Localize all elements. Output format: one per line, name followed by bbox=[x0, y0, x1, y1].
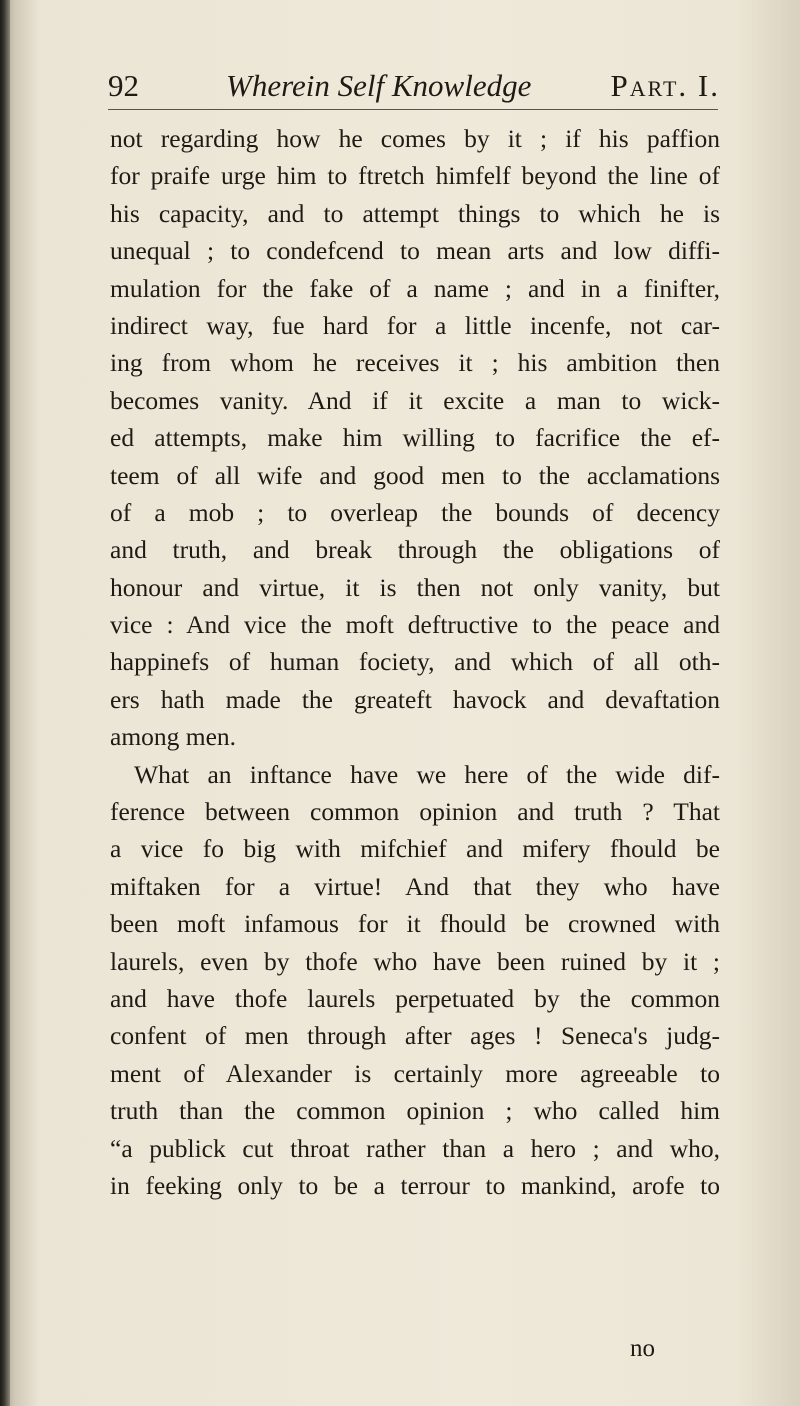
text-line-4: unequal ; to condefcend to mean arts and low diffi- bbox=[110, 236, 720, 266]
text-line-9: ed attempts, make him willing to facrifice the ef- bbox=[110, 423, 720, 453]
part-label: Part. I. bbox=[610, 68, 720, 103]
text-line-14: vice : And vice the moft deftructive to the peace and bbox=[110, 610, 720, 640]
text-line-23: laurels, even by thofe who have been ruined by it ; bbox=[110, 946, 720, 976]
text-line-15: happinefs of human fociety, and which of all oth- bbox=[110, 647, 720, 677]
text-line-22: been moft infamous for it fhould be crowned with bbox=[110, 909, 720, 939]
text-line-21: miftaken for a virtue! And that they who have bbox=[110, 871, 720, 901]
text-line-24: and have thofe laurels perpetuated by the common bbox=[110, 983, 720, 1013]
text-line-18: What an inftance have we here of the wide dif- bbox=[134, 759, 720, 789]
text-line-13: honour and virtue, it is then not only vanity, but bbox=[110, 572, 720, 602]
catchword: no bbox=[630, 1335, 655, 1362]
text-line-3: his capacity, and to attempt things to which he is bbox=[110, 198, 720, 228]
text-line-2: for praife urge him to ftretch himfelf beyond the line of bbox=[110, 161, 720, 191]
text-line-11: of a mob ; to overleap the bounds of decency bbox=[110, 497, 720, 527]
running-title: Wherein Self Knowledge bbox=[226, 68, 532, 103]
text-line-25: confent of men through after ages ! Seneca's judg- bbox=[110, 1021, 720, 1051]
text-line-12: and truth, and break through the obligations of bbox=[110, 535, 720, 565]
text-line-20: a vice fo big with mifchief and mifery fhould be bbox=[110, 834, 720, 864]
book-spine-shadow bbox=[0, 0, 10, 1406]
body-text bbox=[110, 120, 720, 1204]
text-line-19: ference between common opinion and truth ? That bbox=[110, 797, 720, 827]
text-line-17: among men. bbox=[110, 722, 237, 752]
text-line-8: becomes vanity. And if it excite a man to wick- bbox=[110, 385, 720, 415]
text-line-28: “a publick cut throat rather than a hero ; and who, bbox=[110, 1133, 720, 1163]
text-line-1: not regarding how he comes by it ; if his paffion bbox=[110, 124, 720, 153]
text-line-26: ment of Alexander is certainly more agreeable to bbox=[110, 1058, 720, 1088]
text-line-16: ers hath made the greateft havock and devaftation bbox=[110, 684, 720, 714]
text-line-7: ing from whom he receives it ; his ambition then bbox=[110, 348, 720, 378]
text-line-6: indirect way, fue hard for a little incenfe, not car- bbox=[110, 310, 720, 340]
page-number: 92 bbox=[108, 68, 139, 103]
header-rule bbox=[108, 109, 718, 110]
text-line-27: truth than the common opinion ; who called him bbox=[110, 1096, 720, 1126]
running-header bbox=[108, 68, 720, 108]
text-line-5: mulation for the fake of a name ; and in a finifter, bbox=[110, 273, 720, 303]
text-line-29: in feeking only to be a terrour to mankind, arofe to bbox=[110, 1170, 720, 1200]
text-line-10: teem of all wife and good men to the acclamations bbox=[110, 460, 720, 490]
